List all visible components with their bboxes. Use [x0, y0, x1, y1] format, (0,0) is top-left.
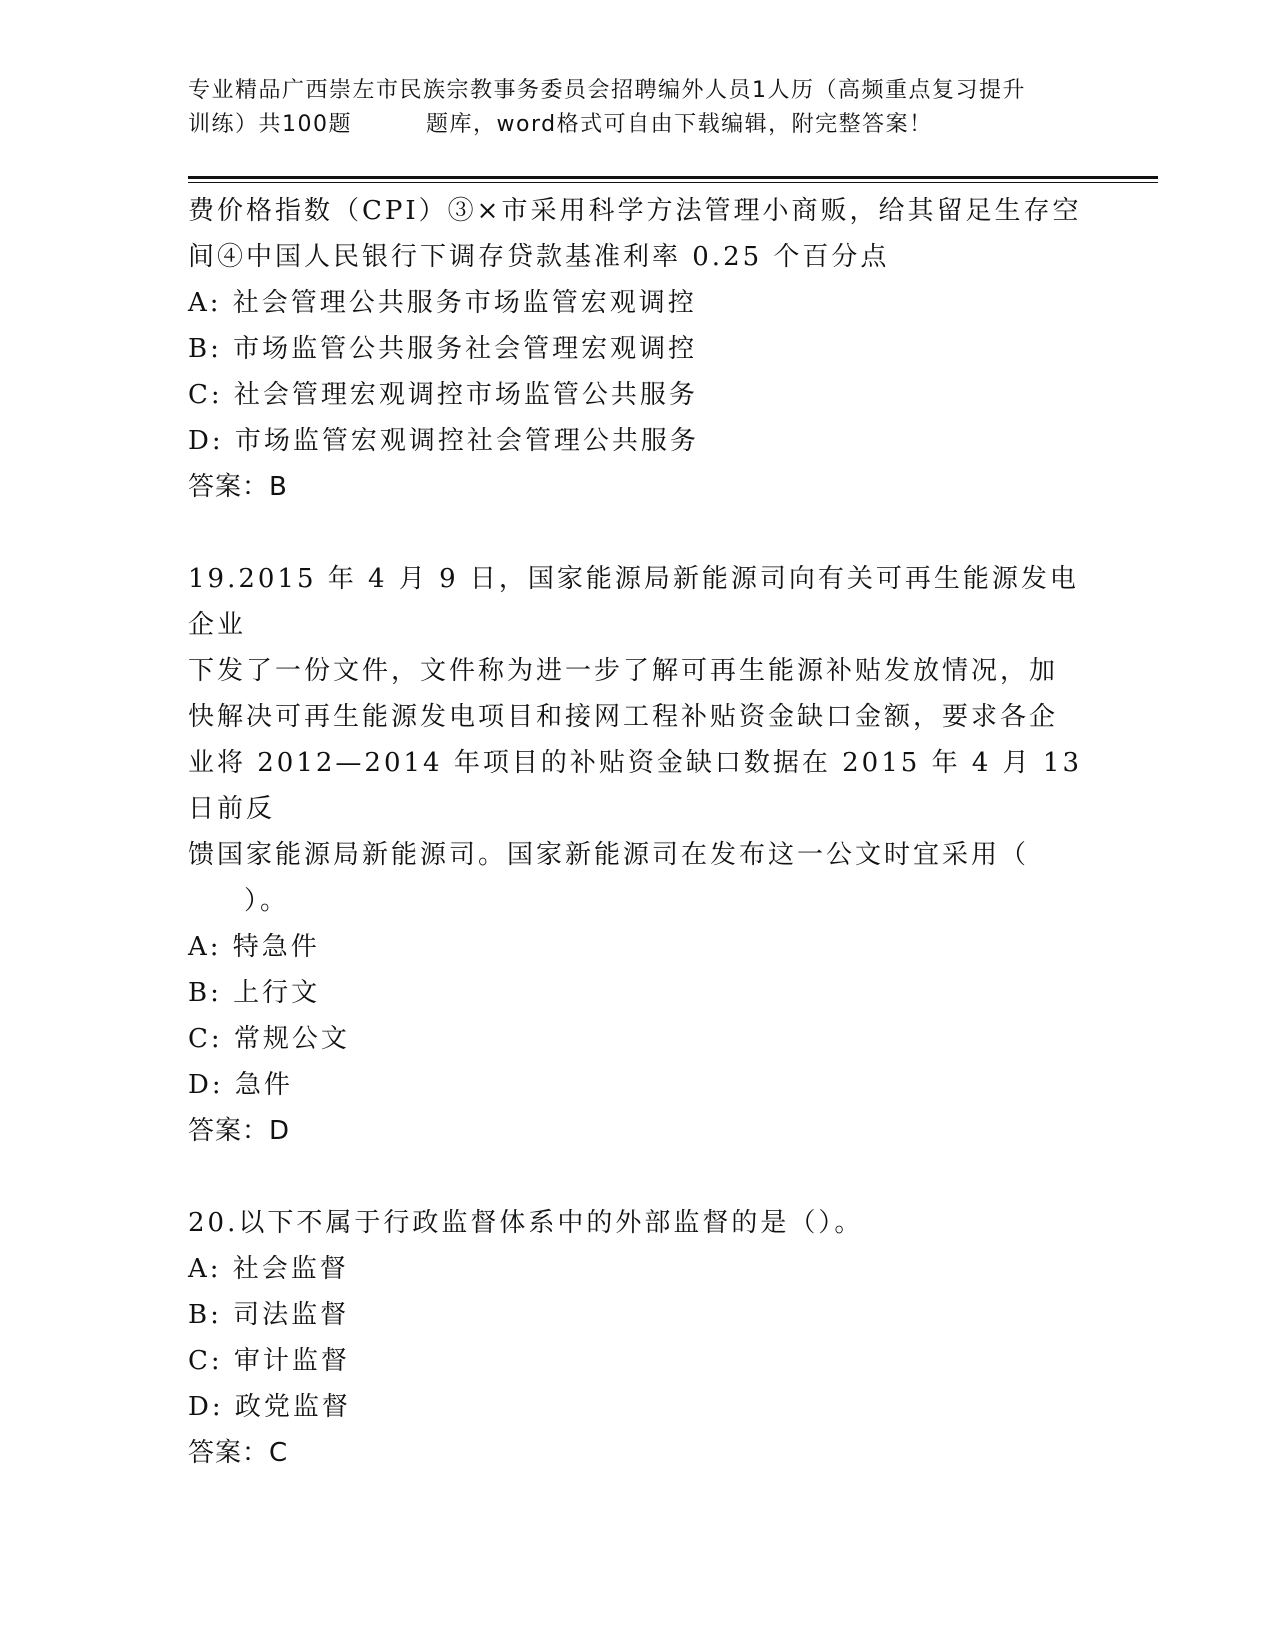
question-stem-line: 业将 2012—2014 年项目的补贴资金缺口数据在 2015 年 4 月 13 日前反 — [188, 748, 1082, 824]
question-stem-line: 费价格指数（CPI）③×市采用科学方法管理小商贩，给其留足生存空 — [188, 196, 1082, 226]
question-stem-line: 20.以下不属于行政监督体系中的外部监督的是（）。 — [188, 1208, 864, 1238]
header-title-line-1: 专业精品广西崇左市民族宗教事务委员会招聘编外人员1人历（高频重点复习提升 — [188, 78, 1026, 103]
option-c: C: 审计监督 — [188, 1346, 350, 1376]
question-continued — [188, 188, 1088, 510]
question-stem-line: 19.2015 年 4 月 9 日，国家能源局新能源司向有关可再生能源发电企业 — [188, 564, 1079, 640]
option-b: B: 市场监管公共服务社会管理宏观调控 — [188, 334, 698, 364]
option-a: A: 社会管理公共服务市场监管宏观调控 — [188, 288, 697, 318]
option-b: B: 上行文 — [188, 978, 321, 1008]
header-title-line-2 — [188, 108, 1088, 142]
question-stem-line: 间④中国人民银行下调存贷款基准利率 0.25 个百分点 — [188, 242, 890, 272]
option-a: A: 社会监督 — [188, 1254, 349, 1284]
answer-line: 答案：B — [188, 472, 288, 502]
option-c: C: 常规公文 — [188, 1024, 350, 1054]
option-d: D: 急件 — [188, 1070, 293, 1100]
option-a: A: 特急件 — [188, 932, 320, 962]
question-20 — [188, 1200, 1088, 1476]
answer-line: 答案：C — [188, 1438, 289, 1468]
question-stem-line: 馈国家能源局新能源司。国家新能源司在发布这一公文时宜采用（ — [188, 840, 1030, 870]
option-c: C: 社会管理宏观调控市场监管公共服务 — [188, 380, 698, 410]
question-19 — [188, 556, 1088, 1154]
header-divider-thin — [188, 182, 1158, 183]
page-header — [188, 74, 1088, 142]
header-title-line-2-a: 训练）共100题 — [188, 112, 352, 137]
header-divider-thick — [188, 176, 1158, 179]
header-title-line-2-b: 题库，word格式可自由下载编辑，附完整答案！ — [426, 112, 933, 137]
option-d: D: 市场监管宏观调控社会管理公共服务 — [188, 426, 699, 456]
option-b: B: 司法监督 — [188, 1300, 350, 1330]
question-stem-line: 下发了一份文件，文件称为进一步了解可再生能源补贴发放情况，加 — [188, 656, 1059, 686]
answer-line: 答案：D — [188, 1116, 291, 1146]
question-stem-line: 快解决可再生能源发电项目和接网工程补贴资金缺口金额，要求各企 — [188, 702, 1059, 732]
document-body — [188, 188, 1088, 1476]
option-d: D: 政党监督 — [188, 1392, 351, 1422]
question-stem-tail: ）。 — [244, 886, 290, 916]
